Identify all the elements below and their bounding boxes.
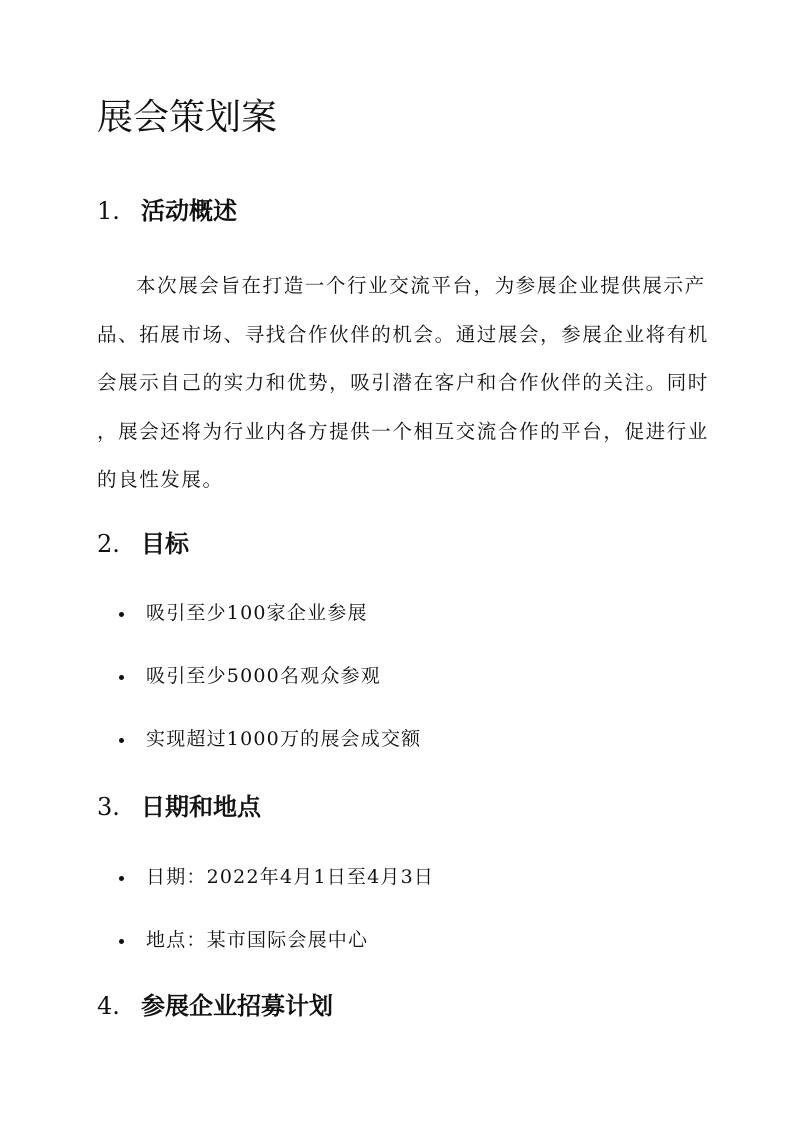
bullet-dot-icon	[119, 675, 124, 680]
section-number: 1.	[97, 197, 120, 225]
bullet-dot-icon	[119, 939, 124, 944]
paragraph-line: 的良性发展。	[97, 468, 224, 491]
list-item	[0, 661, 620, 691]
section-heading-date-location	[97, 790, 261, 824]
list-item-text: 吸引至少100家企业参展	[146, 602, 368, 624]
section-title: 目标	[141, 529, 189, 558]
paragraph-line: ，展会还将为行业内各方提供一个相互交流合作的平台，促进行业	[97, 419, 709, 443]
list-item	[0, 862, 620, 892]
bullet-dot-icon	[119, 738, 124, 743]
bullet-dot-icon	[119, 612, 124, 617]
section-title: 活动概述	[141, 196, 237, 225]
paragraph-line: 本次展会旨在打造一个行业交流平台，为参展企业提供展示产	[136, 274, 706, 297]
list-item	[0, 724, 620, 754]
section-title: 日期和地点	[141, 792, 261, 821]
paragraph-line: 品、拓展市场、寻找合作伙伴的机会。通过展会，参展企业将有机	[97, 322, 709, 346]
list-item	[0, 925, 620, 955]
section-number: 4.	[97, 992, 120, 1020]
overview-paragraph	[97, 262, 709, 505]
list-item	[0, 598, 620, 628]
section-heading-overview	[97, 194, 237, 228]
paragraph-line: 会展示自己的实力和优势，吸引潜在客户和合作伙伴的关注。同时	[97, 371, 709, 394]
section-heading-recruitment	[97, 989, 333, 1023]
section-number: 3.	[97, 793, 120, 821]
document-title: 展会策划案	[97, 97, 278, 138]
bullet-dot-icon	[119, 876, 124, 881]
list-item-text: 日期：2022年4月1日至4月3日	[146, 866, 435, 888]
section-title: 参展企业招募计划	[141, 991, 333, 1020]
list-item-text: 地点：某市国际会展中心	[146, 929, 369, 951]
section-number: 2.	[97, 530, 120, 558]
section-heading-goals	[97, 527, 189, 561]
list-item-text: 吸引至少5000名观众参观	[146, 665, 381, 687]
list-item-text: 实现超过1000万的展会成交额	[146, 728, 422, 750]
